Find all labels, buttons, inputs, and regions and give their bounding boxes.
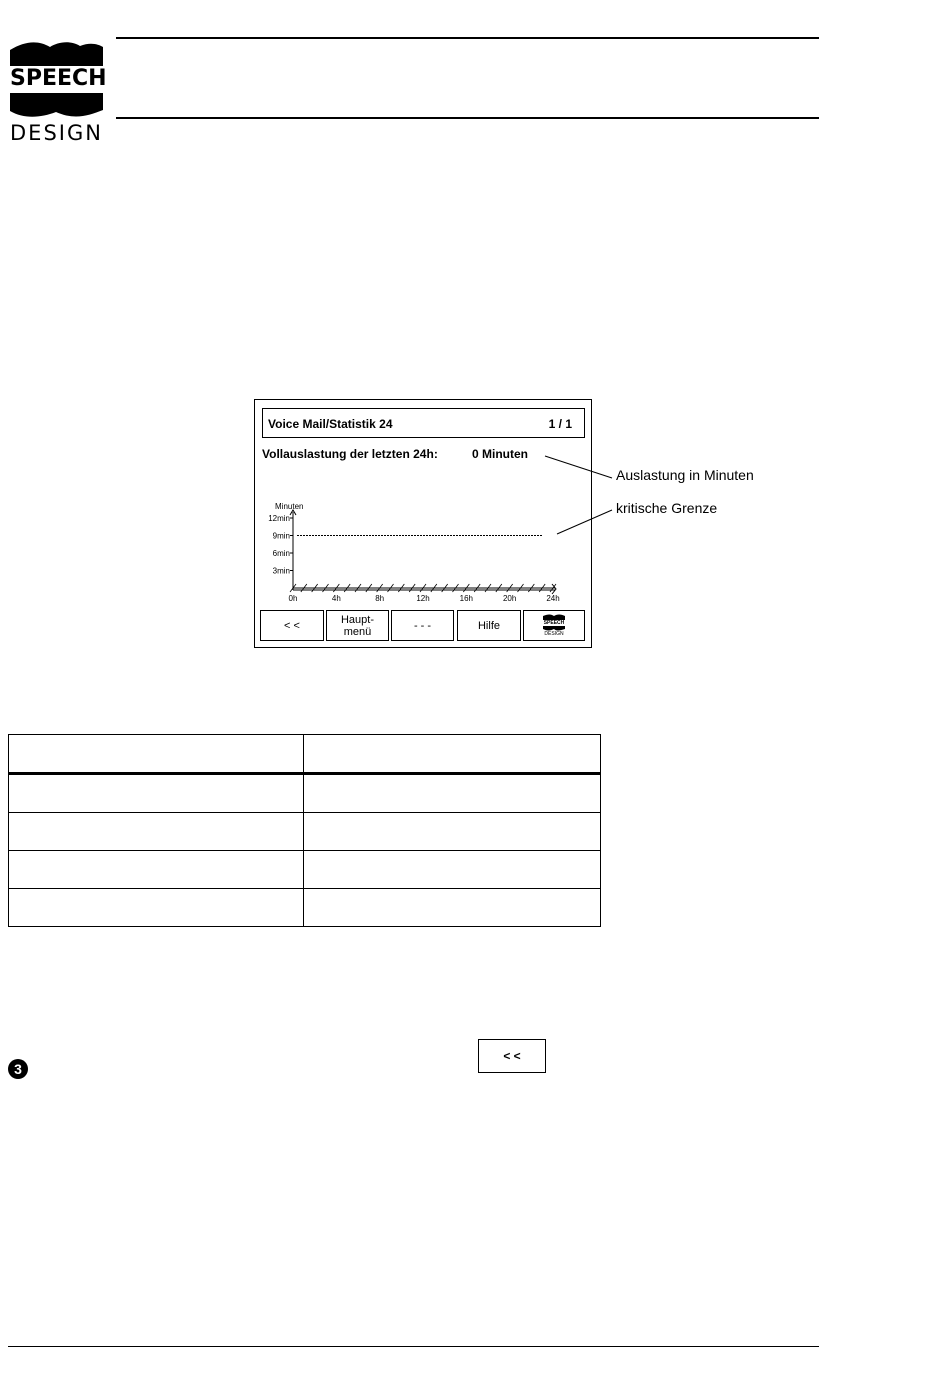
callout-leader-critical — [557, 510, 612, 534]
y-tick-label: 6min — [272, 549, 290, 558]
x-tick-label: 4h — [331, 594, 341, 603]
x-tick-label: 24h — [546, 594, 560, 603]
table-cell — [9, 813, 304, 851]
x-tick-label: 16h — [459, 594, 474, 603]
table-row — [9, 774, 601, 813]
logo-bottom-shape-icon — [10, 93, 103, 120]
table-cell — [9, 774, 304, 813]
logo-text-speech: SPEECH — [10, 66, 107, 91]
callout-leader-utilization — [545, 456, 612, 478]
screen-title-bar — [262, 408, 585, 438]
step-number-badge: 3 — [8, 1059, 28, 1079]
screen-title: Voice Mail/Statistik 24 — [268, 417, 393, 431]
table-header-row — [9, 735, 601, 774]
x-tick-label: 12h — [416, 594, 430, 603]
footer-rule — [8, 1346, 819, 1347]
y-tick-label: 3min — [272, 566, 290, 576]
table-cell — [9, 889, 304, 927]
logo-softkey[interactable] — [523, 610, 585, 641]
main-menu-softkey[interactable]: Haupt- menü — [326, 610, 389, 641]
callout-leaders — [540, 450, 620, 540]
logo-text-design: DESIGN — [10, 121, 103, 145]
help-softkey[interactable]: Hilfe — [457, 610, 521, 641]
table-cell — [304, 735, 601, 774]
logo-top-shape-icon — [10, 38, 103, 66]
table-row — [9, 813, 601, 851]
mini-logo-text-design: DESIGN — [544, 631, 564, 637]
header-rule-bottom — [116, 117, 819, 119]
table-cell — [9, 851, 304, 889]
back-button[interactable]: < < — [478, 1039, 546, 1073]
x-tick-label: 20h — [502, 594, 517, 603]
y-tick-label: 12min — [268, 514, 290, 523]
callout-critical-limit: kritische Grenze — [616, 500, 718, 516]
utilization-label: Vollauslastung der letzten 24h: — [262, 447, 438, 461]
description-table — [8, 734, 601, 927]
callout-utilization: Auslastung in Minuten — [616, 467, 754, 483]
table-cell — [9, 735, 304, 774]
chart-y-axis-label: Minuten — [275, 502, 304, 511]
mini-logo-text-speech: SPEECH — [543, 620, 565, 626]
table-cell — [304, 774, 601, 813]
table-row — [9, 889, 601, 927]
x-tick-label: 8h — [375, 594, 385, 603]
screen-page-indicator: 1 / 1 — [548, 417, 572, 431]
table-row — [9, 851, 601, 889]
back-softkey[interactable]: < < — [260, 610, 324, 641]
table-cell — [304, 851, 601, 889]
table-cell — [304, 813, 601, 851]
y-tick-label: 9min — [272, 531, 290, 541]
table-cell — [304, 889, 601, 927]
blank-softkey[interactable]: - - - — [391, 610, 454, 641]
x-tick-label: 0h — [288, 594, 298, 603]
utilization-line — [262, 447, 528, 461]
utilization-value: 0 Minuten — [472, 447, 528, 461]
header-rule-top — [116, 37, 819, 39]
